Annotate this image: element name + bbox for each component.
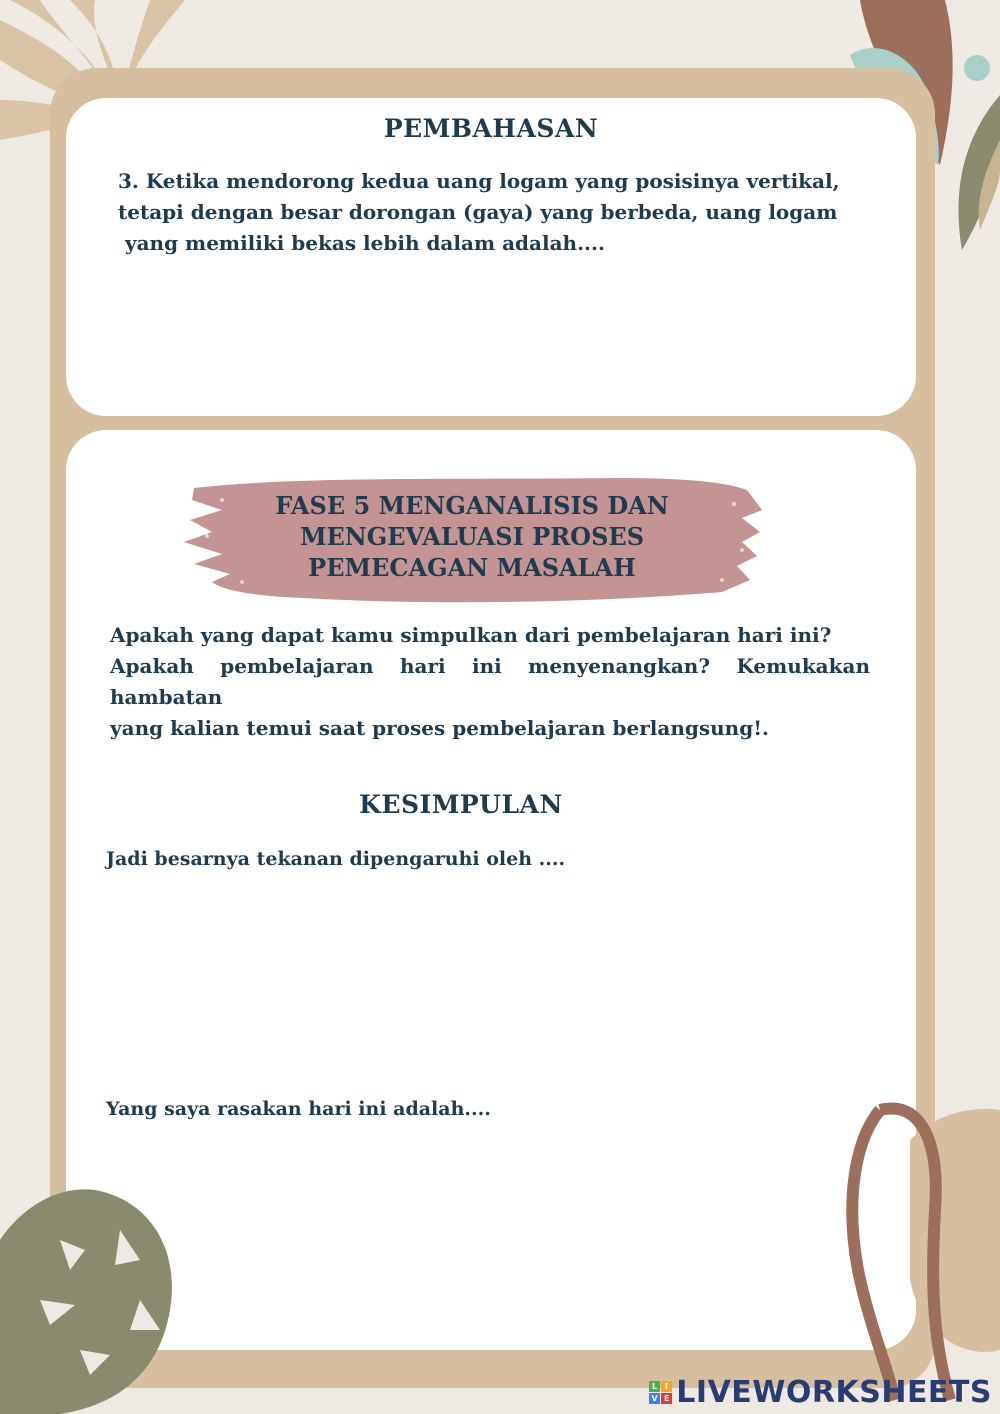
phase-banner (182, 470, 762, 610)
logo-letter: L (649, 1381, 660, 1392)
reflection-line: yang kalian temui saat proses pembelajaran berlangsung!. (110, 716, 769, 740)
discussion-title: PEMBAHASAN (383, 114, 599, 143)
liveworksheets-logo (649, 1375, 992, 1410)
logo-letter: V (649, 1393, 660, 1404)
phase-title-line: PEMECAGAN MASALAH (308, 553, 636, 582)
conclusion-prompt-pressure: Jadi besarnya tekanan dipengaruhi oleh .... (106, 848, 566, 870)
reflection-line: Apakah yang dapat kamu simpulkan dari pembelajaran hari ini? (110, 623, 832, 647)
discussion-card (66, 98, 916, 416)
phase-title-line: FASE 5 MENGANALISIS DAN (275, 491, 669, 520)
logo-letter: I (661, 1381, 672, 1392)
monstera-leaf-decoration-bottom-left (0, 1180, 200, 1414)
reflection-line: Apakah pembelajaran hari ini menyenangkan? Kemukakan hambatan (110, 654, 870, 709)
brand-name: LIVEWORKSHEETS (676, 1375, 992, 1410)
brand-logo-icon (649, 1381, 672, 1404)
phase-title-line: MENGEVALUASI PROSES (299, 522, 645, 551)
phase-title (182, 490, 762, 583)
question-line: tetapi dengan besar dorongan (gaya) yang berbeda, uang logam (118, 200, 838, 224)
question-line: yang memiliki bekas lebih dalam adalah.... (118, 231, 605, 255)
question-text (118, 166, 840, 259)
reflection-questions (110, 620, 870, 744)
question-line: 3. Ketika mendorong kedua uang logam yang posisinya vertikal, (118, 169, 840, 193)
conclusion-title: KESIMPULAN (359, 790, 563, 819)
brown-loop-decoration-bottom-right (840, 1100, 1000, 1414)
conclusion-prompt-feeling: Yang saya rasakan hari ini adalah.... (106, 1098, 491, 1120)
logo-letter: E (661, 1393, 672, 1404)
